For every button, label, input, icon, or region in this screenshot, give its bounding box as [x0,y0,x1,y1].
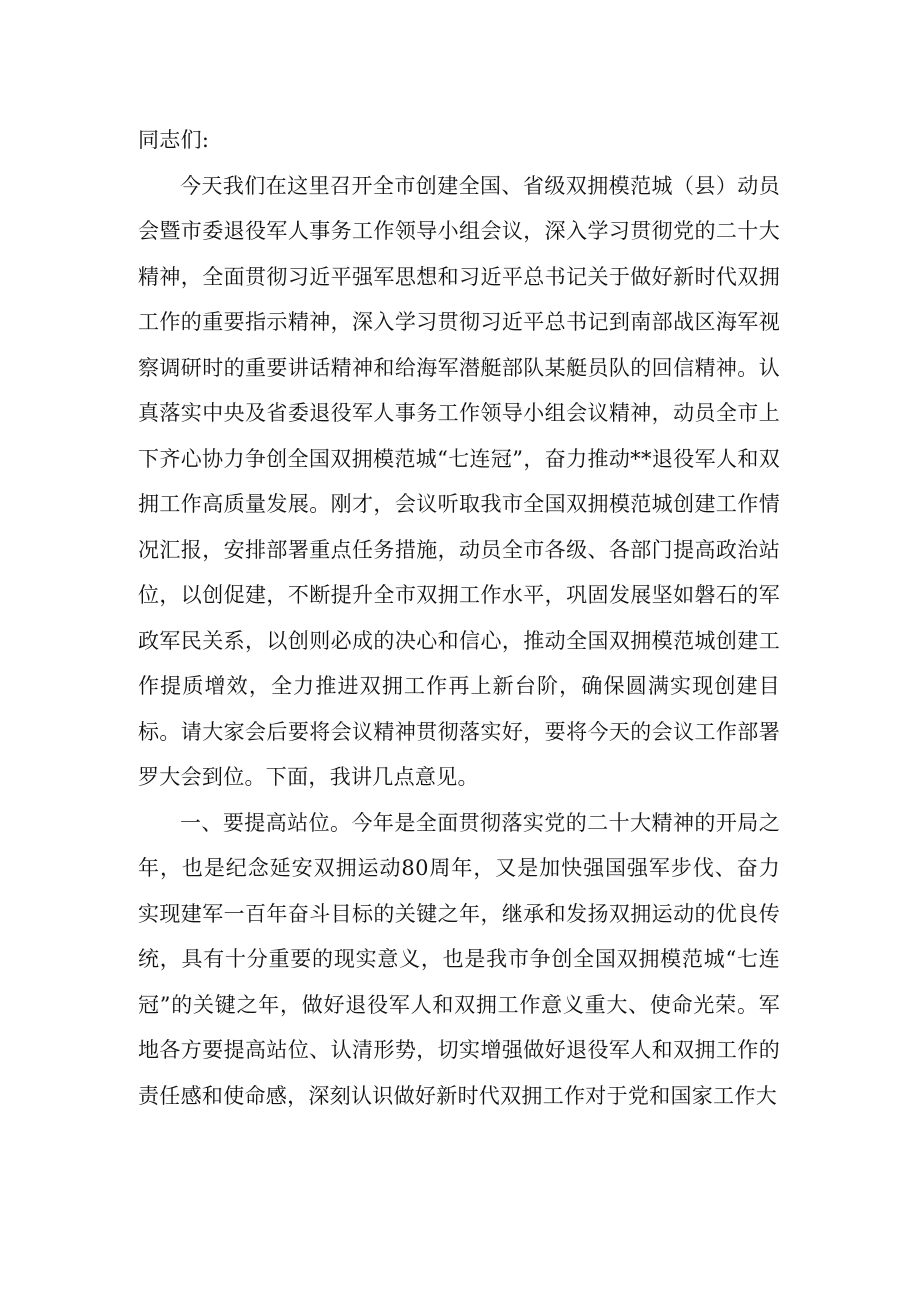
salutation: 同志们: [138,128,210,152]
document-body [138,118,780,1119]
paragraph-opening: 今天我们在这里召开全市创建全国、省级双拥模范城（县）动员会暨市委退役军人事务工作领导小组会议，深入学习贯彻党的二十大精神，全面贯彻习近平强军思想和习近平总书记关于做好新时代双拥工作的重要指示精神，深入学习贯彻习近平总书记到南部战区海军视察调研时的重要讲话精神和给海军潜艇部队某艇员队的回信精神。认真落实中央及省委退役军人事务工作领导小组会议精神，动员全市上下齐心协力争创全国双拥模范城“七连冠”，奋力推动**退役军人和双拥工作高质量发展。刚才，会议听取我市全国双拥模范城创建工作情况汇报，安排部署重点任务措施，动员全市各级、各部门提高政治站位，以创促建，不断提升全市双拥工作水平，巩固发展坚如磐石的军政军民关系，以创则必成的决心和信心，推动全国双拥模范城创建工作提质增效，全力推进双拥工作再上新台阶，确保圆满实现创建目标。请大家会后要将会议精神贯彻落实好，要将今天的会议工作部署罗大会到位。下面，我讲几点意见。 [138,173,780,789]
paragraph-point-one: 一、要提高站位。今年是全面贯彻落实党的二十大精神的开局之年，也是纪念延安双拥运动80周年，又是加快强国强军步伐、奋力实现建军一百年奋斗目标的关键之年，继承和发扬双拥运动的优良传统，具有十分重要的现实意义，也是我市争创全国双拥模范城“七连冠”的关键之年，做好退役军人和双拥工作意义重大、使命光荣。军地各方要提高站位、认清形势，切实增强做好退役军人和双拥工作的责任感和使命感，深刻认识做好新时代双拥工作对于党和国家工作大 [138,810,780,1108]
